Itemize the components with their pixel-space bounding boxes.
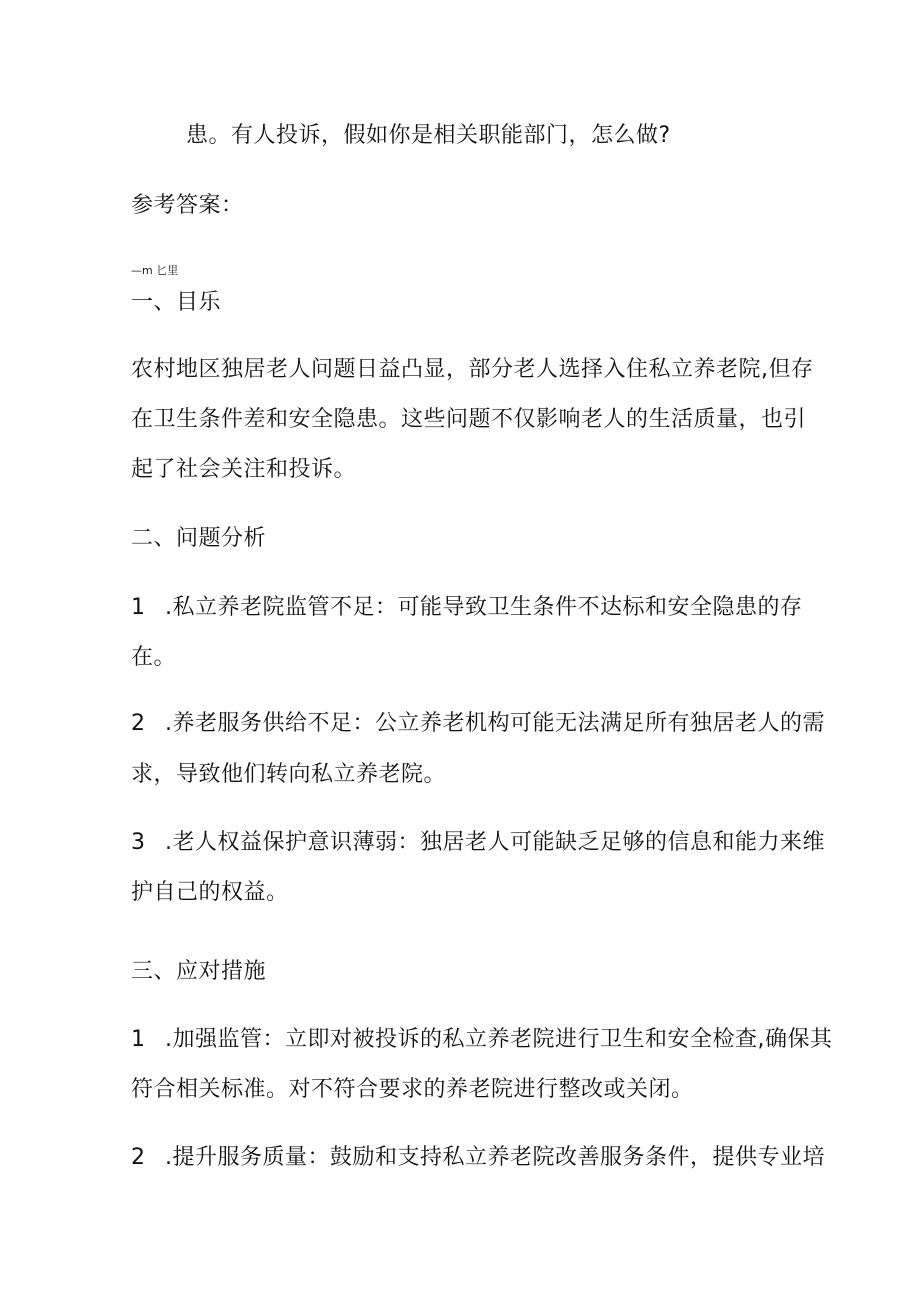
answer-label: 参考答案： <box>131 193 244 218</box>
list-item-text: .老人权益保护意识薄弱：独居老人可能缺乏足够的信息和能力来维 <box>165 830 825 855</box>
list-item-first-line <box>131 829 825 857</box>
list-item-text: .私立养老院监管不足：可能导致卫生条件不达标和安全隐患的存 <box>165 595 803 620</box>
section1-line-1: 农村地区独居老人问题日益凸显，部分老人选择入住私立养老院,但存 <box>131 357 814 382</box>
question-tail: 患。有人投诉，假如你是相关职能部门，怎么做? <box>186 123 671 148</box>
list-item-text: .加强监管：立即对被投诉的私立养老院进行卫生和安全检查,确保其 <box>165 1027 833 1052</box>
list-item-text: .养老服务供给不足：公立养老机构可能无法满足所有独居老人的需 <box>165 711 825 736</box>
section1-heading: 一、目乐 <box>131 290 222 315</box>
section3-heading: 三、应对措施 <box>131 959 267 984</box>
list-item-first-line <box>131 594 803 622</box>
list-item-text: .提升服务质量：鼓励和支持私立养老院改善服务条件，提供专业培 <box>165 1145 825 1170</box>
list-item-continuation: 护自己的权益。 <box>131 880 289 905</box>
list-item-number: 2 <box>131 711 146 736</box>
section2-heading: 二、问题分析 <box>131 526 267 551</box>
list-item-continuation: 在。 <box>131 645 177 670</box>
list-item-number: 1 <box>131 1027 146 1052</box>
section1-line-2: 在卫生条件差和安全隐患。这些问题不仅影响老人的生活质量，也引 <box>131 407 807 432</box>
list-item-number: 1 <box>131 595 146 620</box>
list-item-first-line <box>131 1026 833 1054</box>
small-mark: —m 匕里 <box>131 264 179 277</box>
section1-line-3: 起了社会关注和投诉。 <box>131 457 357 482</box>
list-item-continuation: 求，导致他们转向私立养老院。 <box>131 762 447 787</box>
list-item-continuation: 符合相关标准。对不符合要求的养老院进行整改或关闭。 <box>131 1077 694 1102</box>
list-item-first-line <box>131 1144 825 1172</box>
list-item-number: 3 <box>131 830 146 855</box>
list-item-first-line <box>131 710 825 738</box>
list-item-number: 2 <box>131 1145 146 1170</box>
